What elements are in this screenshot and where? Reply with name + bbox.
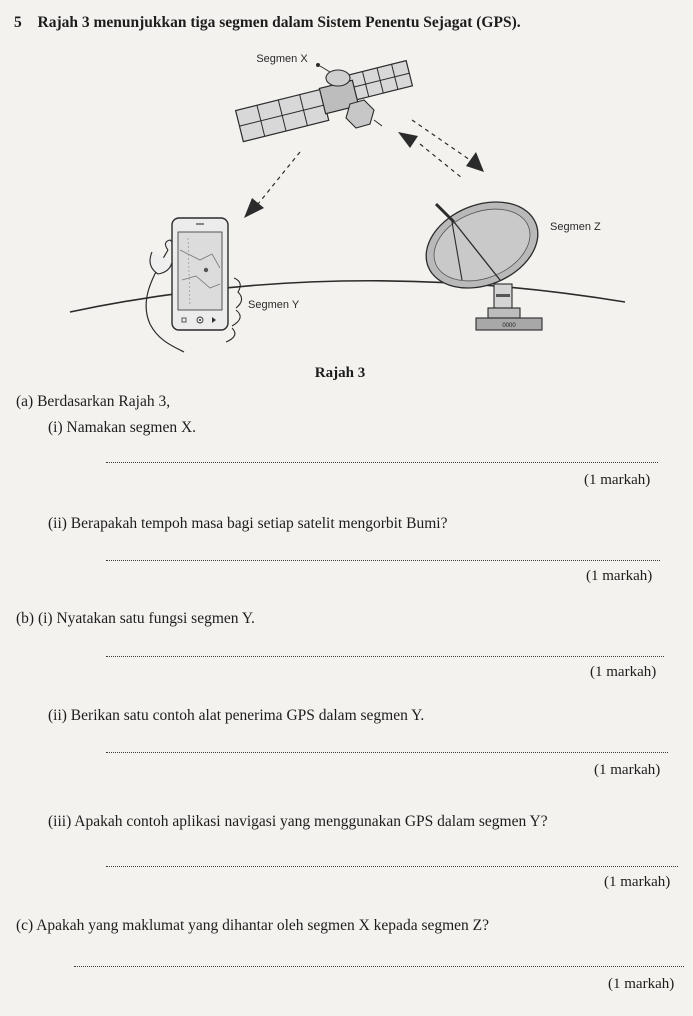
answer-line-b-ii[interactable] — [106, 752, 668, 753]
part-c-question: (c) Apakah yang maklumat yang dihantar oleh segmen X kepada segmen Z? — [16, 917, 490, 934]
answer-line-b-i[interactable] — [106, 656, 664, 657]
signal-arrows-satellite-control — [398, 120, 484, 178]
marks-a-i: (1 markah) — [584, 472, 651, 488]
smartphone-icon — [146, 218, 242, 352]
part-a-i-question: (i) Namakan segmen X. — [48, 419, 197, 436]
label-segment-x: Segmen X — [256, 53, 308, 65]
gps-diagram — [0, 40, 693, 400]
earth-surface-curve — [70, 281, 625, 312]
station-number: 0000 — [502, 323, 516, 329]
label-segment-z: Segmen Z — [550, 221, 601, 233]
signal-arrow-to-user — [244, 152, 300, 218]
marks-b-iii: (1 markah) — [604, 874, 671, 890]
answer-line-a-ii[interactable] — [106, 560, 660, 561]
part-b-i-question: (b) (i) Nyatakan satu fungsi segmen Y. — [16, 610, 255, 627]
marks-b-ii: (1 markah) — [594, 762, 661, 778]
satellite-icon — [236, 61, 413, 142]
marks-a-ii: (1 markah) — [586, 568, 653, 584]
question-number: 5 — [14, 14, 22, 31]
figure-caption: Rajah 3 — [314, 365, 366, 381]
part-b-ii-question: (ii) Berikan satu contoh alat penerima GPS dalam segmen Y. — [48, 707, 425, 724]
part-a-ii-question: (ii) Berapakah tempoh masa bagi setiap satelit mengorbit Bumi? — [48, 515, 448, 532]
part-a-heading: (a) Berdasarkan Rajah 3, — [16, 393, 171, 410]
marks-c: (1 markah) — [608, 976, 675, 992]
label-segment-y: Segmen Y — [248, 299, 300, 311]
ground-station-dish-icon — [413, 186, 551, 330]
part-b-iii-question: (iii) Apakah contoh aplikasi navigasi yang menggunakan GPS dalam segmen Y? — [48, 813, 548, 830]
answer-line-b-iii[interactable] — [106, 866, 678, 867]
question-header — [14, 14, 521, 32]
answer-line-a-i[interactable] — [106, 462, 658, 463]
answer-line-c[interactable] — [74, 966, 684, 967]
marks-b-i: (1 markah) — [590, 664, 657, 680]
question-title: Rajah 3 menunjukkan tiga segmen dalam Sistem Penentu Sejagat (GPS). — [37, 14, 521, 31]
